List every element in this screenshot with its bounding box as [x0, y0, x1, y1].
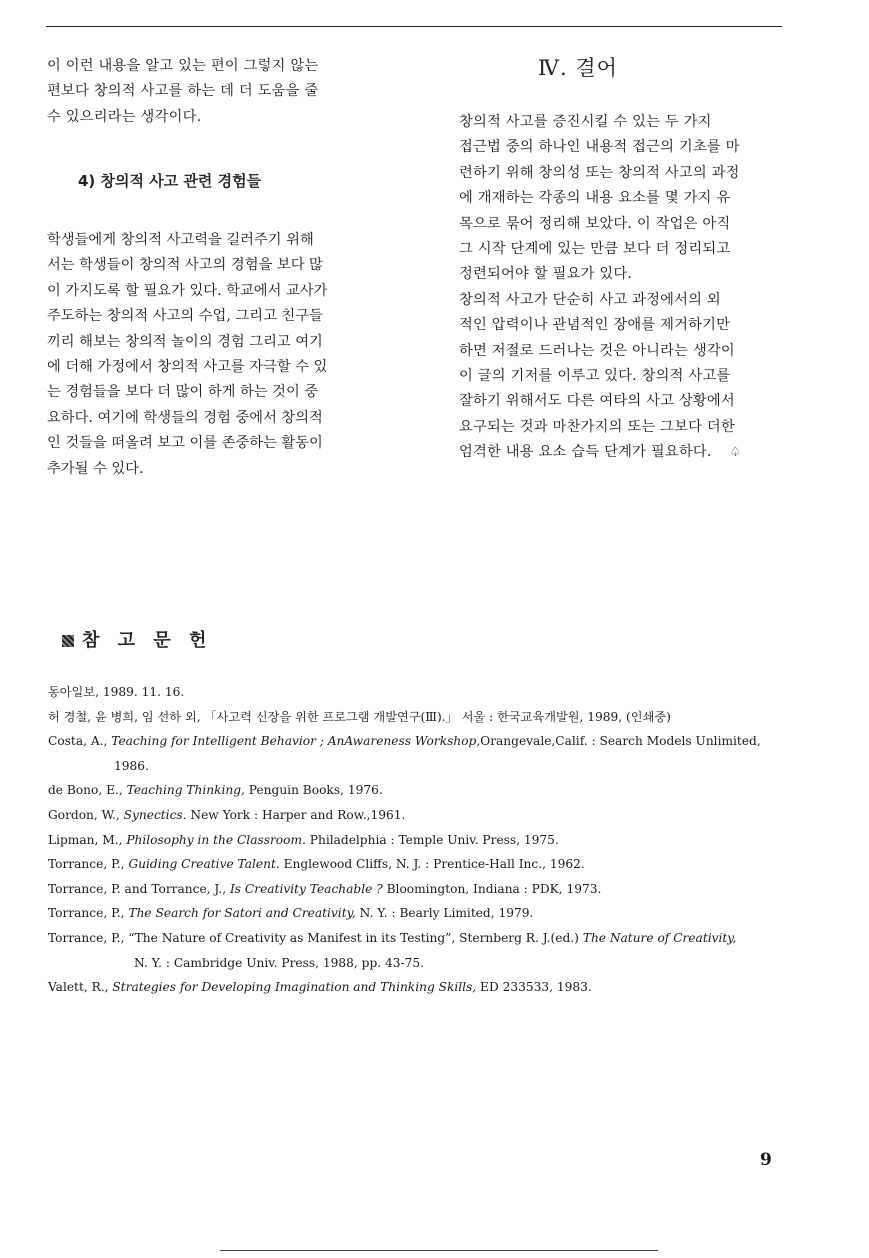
right-column: [445, 110, 785, 466]
bottom-rule: [220, 1250, 658, 1251]
end-mark-icon: ♤: [729, 445, 742, 461]
references-list: [48, 680, 788, 1000]
text-line: 끼리 해보는 창의적 놀이의 경험 그리고 여기: [47, 333, 323, 350]
reference-item: [48, 705, 788, 730]
text-line: 요구되는 것과 마찬가지의 또는 그보다 더한: [459, 418, 735, 435]
reference-publisher: Bloomington, Indiana : PDK, 1973.: [382, 881, 602, 896]
reference-author: Valett, R.,: [48, 980, 113, 995]
reference-author: Torrance, P.,: [48, 857, 129, 872]
text-line: 이 가지도록 할 필요가 있다. 학교에서 교사가: [47, 282, 328, 299]
reference-author: de Bono, E.,: [48, 783, 127, 798]
reference-item: [48, 754, 788, 779]
reference-author: Torrance, P. and Torrance, J.,: [48, 881, 230, 896]
text-line: 는 경험들을 보다 더 많이 하게 하는 것이 중: [47, 384, 319, 401]
text-line: 하면 저절로 드러나는 것은 아니라는 생각이: [459, 342, 735, 359]
reference-title: Guiding Creative Talent.: [128, 857, 280, 872]
section-heading: 4) 창의적 사고 관련 경험들: [78, 172, 262, 190]
text-line: 학생들에게 창의적 사고력을 길러주기 위해: [47, 232, 314, 248]
page-number: 9: [760, 1150, 772, 1170]
text-line: 엄격한 내용 요소 습득 단계가 필요하다. ♤: [445, 440, 785, 465]
text-line: 이 이런 내용을 알고 있는 편이 그렇지 않는: [47, 58, 319, 74]
conclusion-title: Ⅳ. 결어: [538, 56, 618, 80]
reference-title: Philosophy in the Classroom.: [126, 832, 306, 847]
text-line: 목으로 묶어 정리해 보았다. 이 작업은 아직: [459, 215, 731, 232]
text-line: 접근법 중의 하나인 내용적 접근의 기초를 마: [459, 139, 740, 156]
text-line: 주도하는 창의적 사고의 수업, 그리고 친구들: [47, 308, 323, 325]
text-line: 수 있으리라는 생각이다.: [47, 108, 202, 125]
text-line: 에 더해 가정에서 창의적 사고를 자극할 수 있: [47, 359, 328, 376]
reference-publisher: Orangevale,Calif. : Search Models Unlimited,: [480, 734, 761, 749]
reference-publisher: ED 233533, 1983.: [476, 980, 592, 995]
reference-item: [48, 828, 788, 853]
reference-item: [48, 680, 788, 705]
reference-author: 허 경철, 윤 병희, 임 선하 외, 「사고력 신장을 위한 프로그램 개발연구(Ⅲ).」 서울 : 한국교육개발원, 1989, (인쇄중): [48, 709, 671, 724]
reference-title: Synectics.: [123, 807, 187, 822]
reference-title: Strategies for Developing Imagination and Thinking Skills,: [112, 980, 477, 995]
text-line: 정련되어야 할 필요가 있다.: [459, 266, 633, 283]
reference-author: Gordon, W.,: [48, 807, 124, 822]
text-line: 창의적 사고를 증진시킬 수 있는 두 가지: [459, 114, 712, 130]
left-column-para2: [47, 228, 392, 482]
text-line: 서는 학생들이 창의적 사고의 경험을 보다 많: [47, 257, 323, 274]
reference-title: The Nature of Creativity,: [582, 930, 737, 945]
reference-publisher: Englewood Cliffs, N. J. : Prentice-Hall Inc., 1962.: [279, 857, 585, 872]
reference-item: [48, 926, 788, 951]
reference-item: [48, 729, 788, 754]
reference-title: Teaching for Intelligent Behavior ; AnAwareness Workshop,: [111, 734, 481, 749]
reference-author: 동아일보, 1989. 11. 16.: [48, 685, 185, 699]
reference-title: Teaching Thinking,: [126, 783, 245, 798]
reference-publisher: N. Y. : Bearly Limited, 1979.: [355, 906, 534, 921]
text-line: 인 것들을 떠올려 보고 이를 존중하는 활동이: [47, 435, 323, 452]
reference-author: Lipman, M.,: [48, 832, 127, 847]
text-line: 요하다. 여기에 학생들의 경험 중에서 창의적: [47, 409, 323, 426]
reference-author: Torrance, P., “The Nature of Creativity as Manifest in its Testing”, Sternberg R. J.(ed.): [48, 930, 583, 945]
reference-item: [48, 778, 788, 803]
text-line: 적인 압력이나 관념적인 장애를 제거하기만: [459, 317, 731, 334]
reference-title: Is Creativity Teachable ?: [229, 881, 383, 896]
references-heading: [62, 626, 212, 652]
references-heading-text: 참 고 문 헌: [82, 630, 213, 651]
text-line: 창의적 사고가 단순히 사고 과정에서의 외: [459, 291, 721, 308]
reference-author: 1986.: [114, 758, 149, 773]
reference-author: N. Y. : Cambridge Univ. Press, 1988, pp. 43-75.: [134, 955, 425, 970]
reference-item: [48, 803, 788, 828]
text-line: 에 개재하는 각종의 내용 요소를 몇 가지 유: [459, 190, 731, 207]
text-line: 잘하기 위해서도 다른 여타의 사고 상황에서: [459, 393, 735, 410]
text-line: 이 글의 기저를 이루고 있다. 창의적 사고를: [459, 368, 731, 385]
text-line: 련하기 위해 창의성 또는 창의적 사고의 과정: [459, 164, 740, 181]
reference-item: [48, 951, 788, 976]
reference-title: The Search for Satori and Creativity,: [128, 906, 356, 921]
reference-publisher: New York : Harper and Row.,1961.: [186, 807, 406, 822]
reference-item: [48, 901, 788, 926]
top-rule: [46, 26, 782, 27]
reference-item: [48, 877, 788, 902]
text-line: 그 시작 단계에 있는 만큼 보다 더 정리되고: [459, 241, 731, 258]
reference-item: [48, 852, 788, 877]
right-column-para1: [445, 110, 785, 288]
reference-author: Torrance, P.,: [48, 906, 129, 921]
left-column-para1: [47, 54, 392, 130]
text-line: 편보다 창의적 사고를 하는 데 더 도움을 줄: [47, 83, 319, 100]
reference-publisher: Philadelphia : Temple Univ. Press, 1975.: [305, 832, 559, 847]
reference-item: [48, 975, 788, 1000]
right-column-para2: [445, 288, 785, 466]
text-line: 추가될 수 있다.: [47, 460, 144, 477]
reference-author: Costa, A.,: [48, 734, 112, 749]
heading-bullet-icon: [62, 635, 74, 647]
reference-publisher: Penguin Books, 1976.: [244, 783, 383, 798]
